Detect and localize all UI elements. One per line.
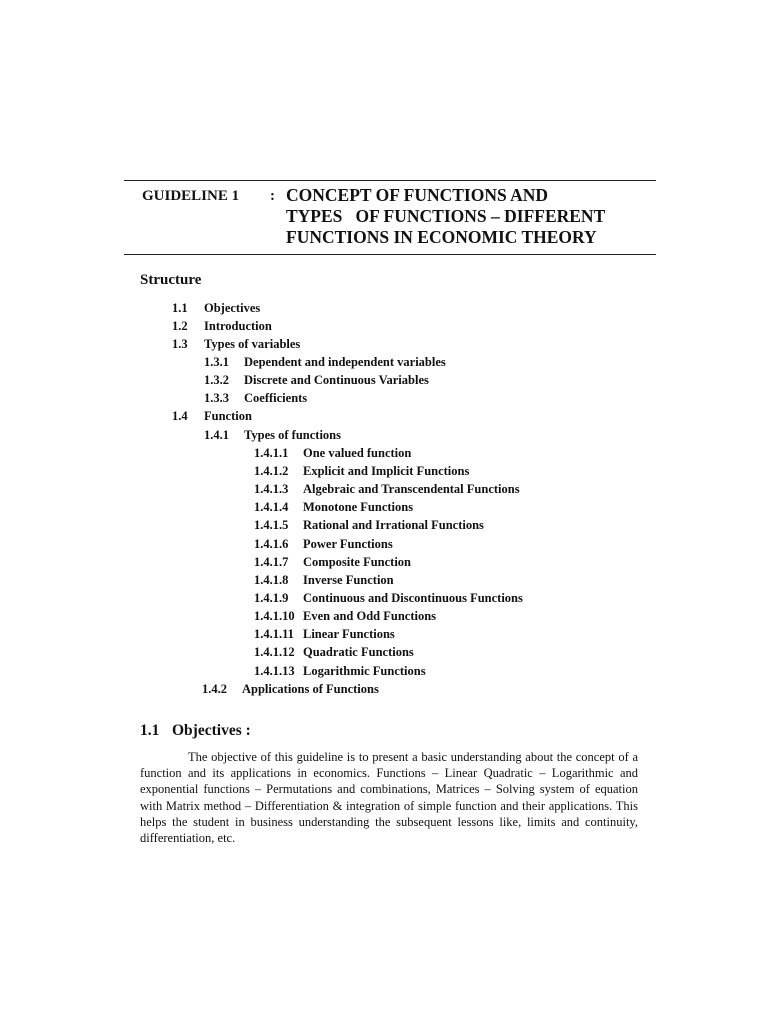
guideline-title — [286, 185, 605, 248]
toc-item — [172, 318, 272, 335]
guideline-title-line-3: FUNCTIONS IN ECONOMIC THEORY — [286, 227, 597, 247]
toc-item — [204, 372, 429, 389]
toc-item-text: Inverse Function — [303, 573, 394, 587]
toc-item — [254, 463, 469, 480]
toc-item — [204, 390, 307, 407]
toc-item-text: Rational and Irrational Functions — [303, 518, 484, 532]
toc-item-number: 1.4 — [172, 409, 188, 423]
toc-item-number: 1.2 — [172, 319, 188, 333]
toc-item — [254, 608, 436, 625]
toc-item-number: 1.4.1.7 — [254, 555, 289, 569]
toc-item-number: 1.4.1.9 — [254, 591, 289, 605]
toc-item-number: 1.4.1.8 — [254, 573, 289, 587]
toc-item-text: Function — [204, 409, 252, 423]
toc-item-number: 1.3.2 — [204, 373, 229, 387]
toc-item-number: 1.3.3 — [204, 391, 229, 405]
toc-item-text: Coefficients — [244, 391, 308, 405]
toc-item-number: 1.4.1.4 — [254, 500, 289, 514]
toc-item-text: Power Functions — [303, 537, 393, 551]
toc-item-number: 1.4.1.2 — [254, 464, 289, 478]
toc-item-text: Explicit and Implicit Functions — [303, 464, 470, 478]
toc-item-text: Objectives — [204, 301, 261, 315]
toc-item-number: 1.4.1.5 — [254, 518, 289, 532]
toc-item-text: Linear Functions — [303, 627, 395, 641]
guideline-title-line-1: CONCEPT OF FUNCTIONS AND — [286, 185, 549, 205]
toc-item — [172, 300, 260, 317]
section-title: Objectives : — [172, 722, 251, 739]
toc-item — [204, 354, 446, 371]
toc-item — [254, 644, 414, 661]
toc-item-number: 1.1 — [172, 301, 188, 315]
structure-heading: Structure — [140, 272, 202, 288]
toc-item — [172, 336, 300, 353]
toc-item-text: One valued function — [303, 446, 412, 460]
toc-item — [254, 554, 411, 571]
toc-item-number: 1.4.1.10 — [254, 609, 295, 623]
section-number: 1.1 — [140, 722, 160, 739]
toc-item-text: Monotone Functions — [303, 500, 414, 514]
guideline-title-line-2: TYPES OF FUNCTIONS – DIFFERENT — [286, 206, 606, 226]
toc-item-text: Introduction — [204, 319, 272, 333]
header-bottom-rule — [124, 254, 656, 255]
toc-item-text: Quadratic Functions — [303, 645, 414, 659]
guideline-label: GUIDELINE 1 — [142, 188, 240, 204]
toc-item-text: Algebraic and Transcendental Functions — [303, 482, 520, 496]
toc-item-number: 1.3.1 — [204, 355, 229, 369]
section-heading-objectives — [140, 722, 251, 740]
toc-item — [254, 517, 484, 534]
toc-item-number: 1.4.1.13 — [254, 664, 295, 678]
toc-item — [172, 408, 252, 425]
toc-item-number: 1.4.1.12 — [254, 645, 295, 659]
toc-item — [254, 626, 395, 643]
toc-item-number: 1.4.2 — [202, 682, 227, 696]
toc-item — [254, 481, 520, 498]
toc-item-number: 1.4.1.1 — [254, 446, 289, 460]
toc-item-number: 1.3 — [172, 337, 188, 351]
toc-item — [254, 499, 413, 516]
toc-item — [254, 445, 411, 462]
toc-item-number: 1.4.1.3 — [254, 482, 289, 496]
toc-item — [254, 536, 393, 553]
objectives-paragraph: The objective of this guideline is to present a basic understanding about the concept of a function and its applications in economics. Functions – Linear Quadratic – Logarithmic and exponential functions – Permutations and combinations, Matrices – Solving system of equation with Matrix method – Differentiation & integration of simple function and their applications. This helps the student in business understanding the subsequent lessons like, limits and continuity, differentiation, etc. — [140, 750, 638, 846]
toc-item-number: 1.4.1 — [204, 428, 229, 442]
toc-item-text: Types of variables — [204, 337, 301, 351]
toc-item — [204, 427, 341, 444]
toc-item — [254, 663, 426, 680]
toc-item-text: Discrete and Continuous Variables — [244, 373, 429, 387]
toc-item-text: Logarithmic Functions — [303, 664, 426, 678]
toc-item — [254, 590, 523, 607]
toc-item-text: Types of functions — [244, 428, 342, 442]
guideline-separator: : — [270, 188, 275, 204]
toc-item — [254, 572, 394, 589]
toc-item-number: 1.4.1.6 — [254, 537, 289, 551]
toc-item-text: Even and Odd Functions — [303, 609, 437, 623]
toc-item-number: 1.4.1.11 — [254, 627, 294, 641]
toc-item — [202, 681, 379, 698]
toc-item-text: Composite Function — [303, 555, 411, 569]
toc-item-text: Dependent and independent variables — [244, 355, 446, 369]
header-top-rule — [124, 180, 656, 181]
toc-item-text: Applications of Functions — [242, 682, 379, 696]
toc-item-text: Continuous and Discontinuous Functions — [303, 591, 523, 605]
